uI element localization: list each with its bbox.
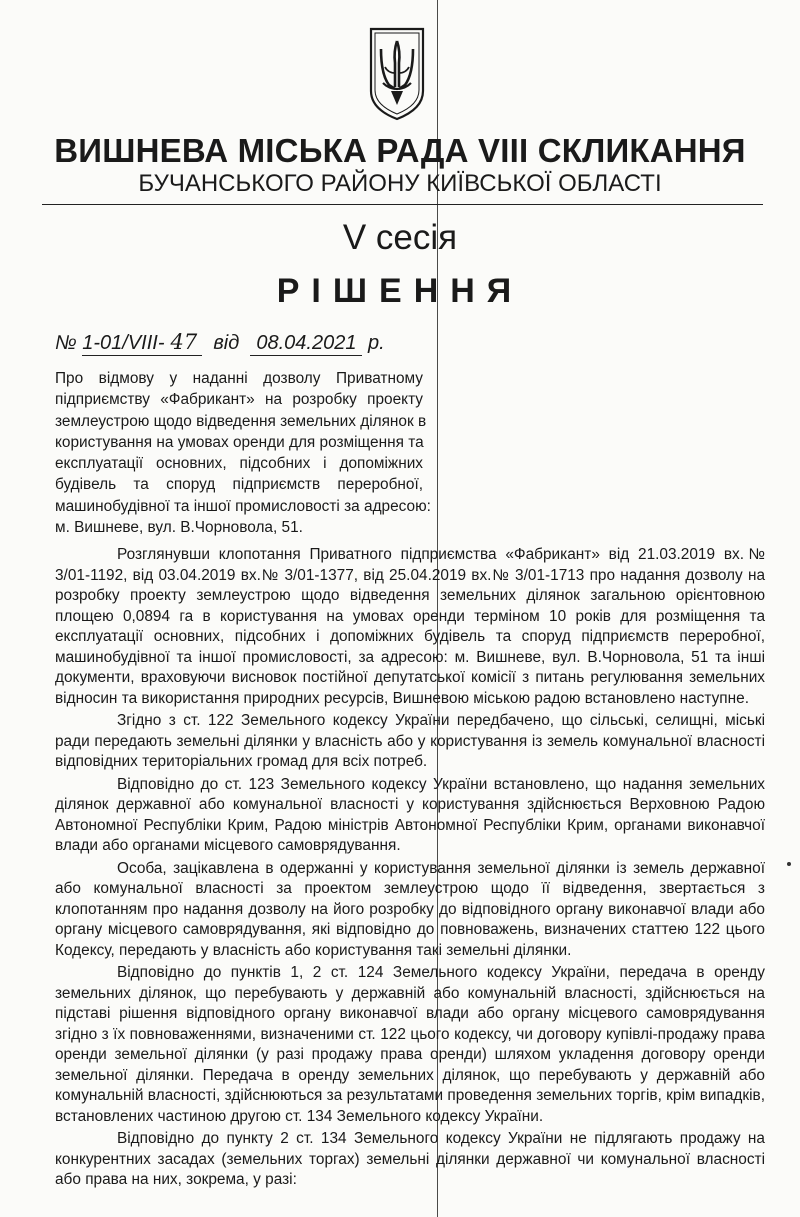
session-label: V сесія (342, 218, 458, 257)
number-prefix: № (55, 332, 77, 354)
body-paragraph: Особа, зацікавлена в одержанні у користування земельної ділянки із земель державної або комунальної власності за проектом землеустрою щодо її відведення, звертається з клопотанням про надання дозволу на його розробку до відповідного органу виконавчої влади або органу місцевого самоврядування, які відповідно до повноважень, визначених статтею 122 цього Кодексу, передають у власність або користування такі земельні ділянки. (55, 859, 765, 959)
decision-body (55, 545, 765, 1193)
date-suffix: р. (367, 332, 385, 354)
body-paragraph: Відповідно до ст. 123 Земельного кодексу України встановлено, що надання земельних ділянок державної або комунальної власності у користування здійснюється Верховною Радою Автономної Республіки Крим, Радою міністрів Автономної Республіки Крим, органами виконавчої влади або органами місцевого самоврядування. (55, 775, 765, 854)
subject-line: машинобудівної та іншої промисловості за адресою: (55, 497, 431, 515)
subject-line: користування на умовах оренди для розміщення та (55, 433, 424, 451)
document-number: 1-01/VIII- (82, 332, 165, 354)
subject-line: підприємству «Фабрикант» на розробку проекту (55, 391, 423, 409)
decision-title: РІШЕННЯ (276, 272, 524, 310)
document-number-field (82, 330, 202, 356)
subject-line: будівель та споруд підприємств переробної, (55, 476, 423, 494)
body-paragraph: Згідно з ст. 122 Земельного кодексу України передбачено, що сільські, селищні, міські ради передають земельні ділянки у власність або у користування із земель комунальної власності відповідних територіальних громад для всіх потреб. (55, 712, 765, 770)
date-prefix: від (213, 332, 240, 354)
body-paragraph: Відповідно до пункту 2 ст. 134 Земельного кодексу України не підлягають продажу на конкурентних засадах (земельних торгах) земельні ділянки державної чи комунальної власності або права на них, зокрема, у разі: (55, 1130, 765, 1188)
district-line: БУЧАНСЬКОГО РАЙОНУ КИЇВСЬКОЇ ОБЛАСТІ (138, 170, 662, 197)
coat-of-arms-icon (369, 27, 425, 121)
scan-speck (787, 862, 791, 866)
subject-line: експлуатації основних, підсобних і допоміжних (55, 455, 423, 473)
subject-line: Про відмову у наданні дозволу Приватному (55, 370, 423, 387)
document-number-line (55, 330, 385, 356)
decision-subject (55, 368, 431, 538)
body-paragraph: Відповідно до пунктів 1, 2 ст. 124 Земельного кодексу України, передача в оренду земельних ділянок, що перебувають у державній або комунальній власності, здійснюється на підставі рішення відповідного органу виконавчої влади або органу місцевого самоврядування згідно з їх повноваженнями, визначеними ст. 122 цього кодексу, чи договору купівлі-продажу права оренди земельної ділянки (у разі продажу права оренди) шляхом укладення договору оренди земельної ділянки. Передача в оренду земельних ділянок, що перебувають у державній або комунальній власності, здійснюються за результатами проведення земельних торгів, крім випадків, встановлених частиною другою ст. 134 Земельного кодексу України. (55, 964, 765, 1125)
header-divider (42, 204, 763, 205)
council-title: ВИШНЕВА МІСЬКА РАДА VIII СКЛИКАННЯ (54, 132, 746, 169)
document-number-handwritten: 47 (170, 330, 198, 354)
subject-line: землеустрою щодо відведення земельних ділянок в (55, 412, 427, 430)
subject-line: м. Вишневе, вул. В.Чорновола, 51. (55, 519, 303, 537)
body-paragraph: Розглянувши клопотання Приватного підприємства «Фабрикант» від 21.03.2019 вх.№ 3/01-1192, від 03.04.2019 вх.№ 3/01-1377, від 25.04.2019 вх.№ 3/01-1713 про надання дозволу на розробку проекту землеустрою щодо відведення земельних ділянок загальною орієнтовною площею 0,0894 га в користування на умовах оренди терміном 10 років для розміщення та експлуатації основних, підсобних і допоміжних будівель та споруд підприємств переробної, машинобудівної та іншої промисловості, за адресою: м. Вишневе, вул. В.Чорновола, 51 та інші документи, враховуючи висновок постійної депутатської комісії з питань регулювання земельних відносин та використання природних ресурсів, Вишневою міською радою встановлено наступне. (55, 546, 765, 707)
document-date: 08.04.2021 (250, 332, 362, 356)
